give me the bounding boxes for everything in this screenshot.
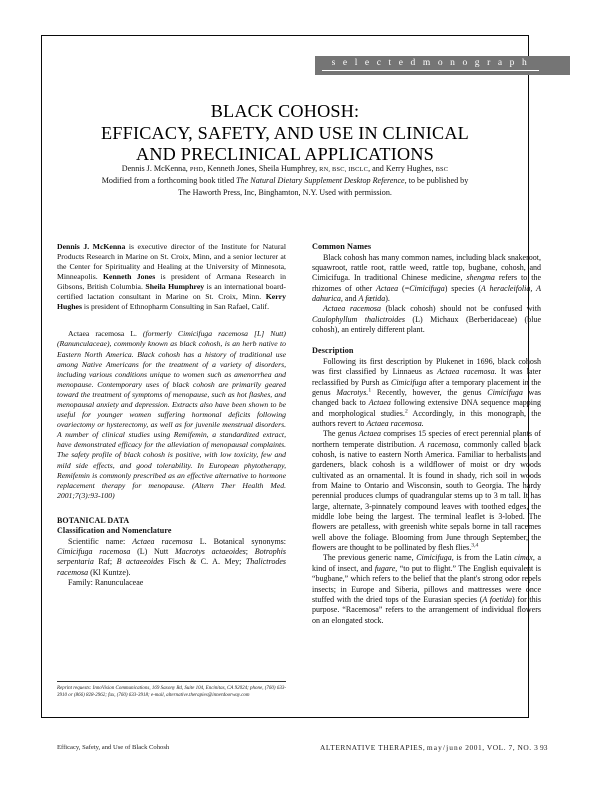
d-p1-i6: Actaea racemosa. (366, 419, 424, 428)
book-credit-post: , to be published by (404, 176, 469, 186)
bio-text-3: is an international board-certified lactation consultant in Marine on St. Croix, Minn. (57, 282, 286, 302)
title-line-1: BLACK COHOSH: (210, 101, 360, 121)
cn-p1-i3: Cimicifuga (409, 283, 445, 293)
book-title: The Natural Dietary Supplement Desktop Reference (236, 176, 405, 186)
d-p3-i3: fugare (374, 563, 396, 573)
synonym-sep-5: (Kl Kuntze). (88, 567, 131, 577)
synonym-4: B actaeeoides (116, 557, 164, 567)
footer-issue-volume: 2001, VOL. 7, NO. 3 (465, 743, 539, 752)
author-degree-2: RN, BSC, IBCLC (319, 166, 369, 173)
scientific-name-value: Actaea racemosa (132, 536, 193, 546)
footer-issue-month: may/june (426, 743, 464, 752)
bio-name-4: Kerry Hughes (57, 292, 286, 312)
description-paragraph-1 (312, 357, 541, 429)
d-p3-t1: The previous generic name, (323, 553, 417, 563)
heading-classification-nomenclature: Classification and Nomenclature (57, 526, 172, 536)
cn-p1-i4: A heracleifolia, A dahurica, (312, 283, 541, 303)
bio-text-4: is president of Ethnopharm Consulting in San Rafael, Calif. (81, 302, 270, 312)
d-p3-t4: , “to put to flight.” The English equivalent is “bugbane,” which refers to the belief that the plant's strong odor repels insects; in Europe and Siberia, pillows and mattresses were once stuffed with the dried tops of the Eurasian species ( (312, 563, 541, 604)
bio-name-3: Sheila Humphrey (145, 282, 205, 292)
synonym-1: Cimicifuga racemosa (57, 547, 131, 557)
d-p1-t6: following extensive DNA sequence mapping and morphological studies. (312, 398, 541, 418)
abstract-species-roman: Actaea racemosa (68, 329, 125, 339)
cn-p1-t3: (= (398, 283, 410, 293)
book-credit-line-2: The Haworth Press, Inc, Binghamton, N.Y. Used with permission. (178, 187, 392, 197)
bio-text-1: is executive director of the Institute for Natural Products Research in Marine on St. Croix, Minn, and a senior lecturer at the Center for Spirituality and Healing at the University of Minnesota, Minneapolis. (57, 242, 286, 282)
d-p3-t3: , a kind of insect, and (312, 553, 541, 573)
bio-text-2: is president of Armana Research in Gibsons, British Columbia. (57, 272, 286, 292)
d-p1-t2: It was later reclassified by Pursh as (312, 367, 541, 387)
left-column (57, 242, 286, 588)
cn-p1-t5: and (342, 293, 359, 303)
reprint-requests-footnote (57, 681, 286, 699)
cn-p2-i1: Actaea racemosa (323, 304, 381, 314)
cn-p1-i2: Actaea (375, 283, 399, 293)
description-paragraph-2 (312, 429, 541, 553)
d-p3-i1: Cimicifuga (416, 553, 452, 563)
page-number: 93 (540, 743, 548, 752)
d-p3-t5: ) for this purpose. “Racemosa” refers to the arrangement of individual flowers on an elongated stock. (312, 594, 541, 625)
bio-name-2: Kenneth Jones (102, 272, 156, 282)
common-names-paragraph-1 (312, 253, 541, 305)
d-p1-t1: Following its first description by Plukenet in 1696, black cohosh was first classified by Linnaeus as (312, 356, 541, 377)
citation-ref-1: 1 (368, 387, 372, 394)
citation-ref-3: 3,4 (471, 542, 479, 549)
cn-p1-i5: A fœtida (358, 293, 386, 303)
d-p3-i4: A foetida (482, 594, 513, 604)
author-degree-3: BSC (435, 166, 449, 173)
synonym-sep-3: Raf; (93, 557, 117, 567)
cn-p1-t4: ) species ( (444, 283, 481, 293)
cn-p2-t2: (L) Michaux (Berberidaceae) (blue cohosh), an entirely different plant. (312, 314, 541, 334)
heading-botanical-data: BOTANICAL DATA (57, 515, 130, 525)
d-p1-i2: Cimicifuga (390, 377, 427, 387)
synonym-2: Macrotys actaeoides (174, 547, 246, 557)
byline (52, 163, 518, 198)
author-names-mid-2: , and Kerry Hughes, (368, 164, 436, 173)
d-p1-i5: Actaea (368, 398, 391, 408)
synonym-3: Botrophis serpentaria (57, 547, 286, 567)
d-p3-i2: cimex (514, 553, 533, 563)
cn-p2-t1: (black cohosh) should not be confused with (380, 304, 541, 314)
d-p2-t2: comprises 15 species of erect perennial plants of northern temperate distribution. (312, 429, 541, 449)
d-p1-i1: Actaea racemosa. (437, 367, 497, 377)
footer-sep: , (422, 743, 427, 752)
cn-p1-i1: shengma (466, 273, 495, 283)
d-p1-t3: after a temporary placement in the genus (312, 377, 541, 397)
book-credit-line-1 (52, 175, 518, 186)
page-border-bottom (41, 717, 529, 718)
d-p2-t1: The genus (323, 429, 359, 439)
d-p2-i2: A racemosa, (419, 439, 461, 449)
d-p1-i4: Cimicifuga (487, 387, 523, 397)
d-p2-t3: commonly called black cohosh, is native to eastern North America. Familiar to herbalists and gardeners, black cohosh is a wildflower of moist or dry woods cultivated as an ornamental. It is found in shady, rich soil in woods from Maine to Ontario and Wisconsin, south to Georgia. The hardy perennial produces clumps of quadrangular stems up to 3 m tall. It has large, alternate, 3-pinnately compound leaves with toothed edges, the middle lobe being the largest. The terminal leaflet is 3-lobed. The flowers are petalless, with greenish white sepals borne in tall racemes well above the foliage. Blooming from June through September, the flowers are thought to be pollinated by flesh flies. (312, 439, 541, 553)
abstract-paragraph (57, 329, 286, 501)
author-names-mid-1: , Kenneth Jones, Sheila Humphrey, (203, 164, 320, 173)
cn-p1-t1: Black cohosh has many common names, including black snakeroot, squawroot, rattle root, rattle weed, rattle top, bugbane, cohosh, and Cimicifuga. In traditional Chinese medicine, (312, 252, 541, 283)
heading-common-names: Common Names (312, 242, 372, 251)
cn-p1-t6: ). (385, 293, 390, 303)
footnote-line-2: (760) 633-3910 or (866) 828-2962; fax, (760) 633-3918; e-mail, alternative.therapies@innerdoorway.com (57, 686, 287, 699)
d-p1-t5: was changed back to (312, 387, 542, 408)
synonym-sep-4: Fisch & C. A. Mey; (163, 557, 246, 567)
footnote-line-1: Reprint requests: InnoVision Communications, 169 Saxony Rd, Suite 104, Encinitas, CA 92024; phone, (57, 686, 264, 691)
d-p2-i1: Actaea (358, 429, 381, 439)
title-line-3: AND PRECLINICAL APPLICATIONS (136, 144, 434, 164)
title-line-2: EFFICACY, SAFETY, AND USE IN CLINICAL (101, 122, 469, 143)
family-line: Family: Ranunculaceae (68, 578, 144, 588)
selected-monograph-label: s e l e c t e d m o n o g r a p h (322, 58, 539, 71)
d-p1-i3: Macrotys. (336, 387, 369, 397)
synonym-sep-2: ; (245, 547, 255, 557)
d-p1-t4: Recently, however, the genus (371, 387, 488, 397)
author-degree-1: PHD (189, 166, 204, 173)
synonym-5: Thalictrodes racemosa (57, 557, 286, 577)
synonyms-label: L. Botanical synonyms: (192, 536, 286, 546)
scientific-name-label: Scientific name: (68, 536, 133, 546)
description-paragraph-3 (312, 553, 541, 625)
d-p3-t2: , is from the Latin (451, 553, 515, 563)
page-title (52, 101, 518, 166)
footer-journal-citation (320, 743, 539, 752)
d-p1-t7: Accordingly, in this monograph, the authors revert to (312, 408, 541, 428)
heading-description: Description (312, 346, 354, 356)
author-bio-paragraph (57, 242, 286, 312)
abstract-species-suffix: L. (124, 329, 143, 339)
cn-p2-i2: Caulophyllum thalictroides (312, 314, 405, 324)
footer-running-title: Efficacy, Safety, and Use of Black Cohosh (57, 744, 170, 751)
bio-name-1: Dennis J. McKenna (57, 242, 126, 251)
synonym-sep-1: (L) Nutt (130, 547, 175, 557)
book-credit-pre: Modified from a forthcoming book titled (101, 176, 237, 186)
author-list (52, 163, 518, 175)
scientific-name-paragraph (57, 537, 286, 578)
footer-journal-name: ALTERNATIVE THERAPIES (320, 743, 423, 752)
author-names-pre: Dennis J. McKenna, (121, 164, 190, 173)
citation-ref-2: 2 (404, 408, 408, 414)
cn-p1-t2: refers to the rhizomes of other (312, 273, 541, 293)
right-column (312, 242, 541, 626)
common-names-paragraph-2 (312, 304, 541, 335)
abstract-body: (formerly Cimicifuga racemosa [L] Nutt) (Ranunculaceae), commonly known as black cohosh, is an herb native to Eastern North America. Black cohosh has a history of traditional use among Native Americans for the treatment of a variety of disorders, including various conditions unique to women such as amenorrhea and menopause. Contemporary uses of black cohosh are primarily geared toward the treatment of symptoms of menopause, such as hot flashes, and menopausal anxiety and depression. Extracts also have been shown to be useful for younger women suffering hormonal deficits following ovariectomy or hysterectomy, as well as for juvenile menstrual disorders. A number of clinical studies using Remifemin, a standardized extract, have demonstrated efficacy for the alleviation of menopausal complaints. The safety profile of black cohosh is positive, with low toxicity, few and mild side effects, and good tolerability. In European phytotherapy, Remifemin is commonly prescribed as an effective alternative to hormone replacement therapy for menopause. (Altern Ther Health Med. 2001;7(3):93-100) (57, 329, 286, 500)
